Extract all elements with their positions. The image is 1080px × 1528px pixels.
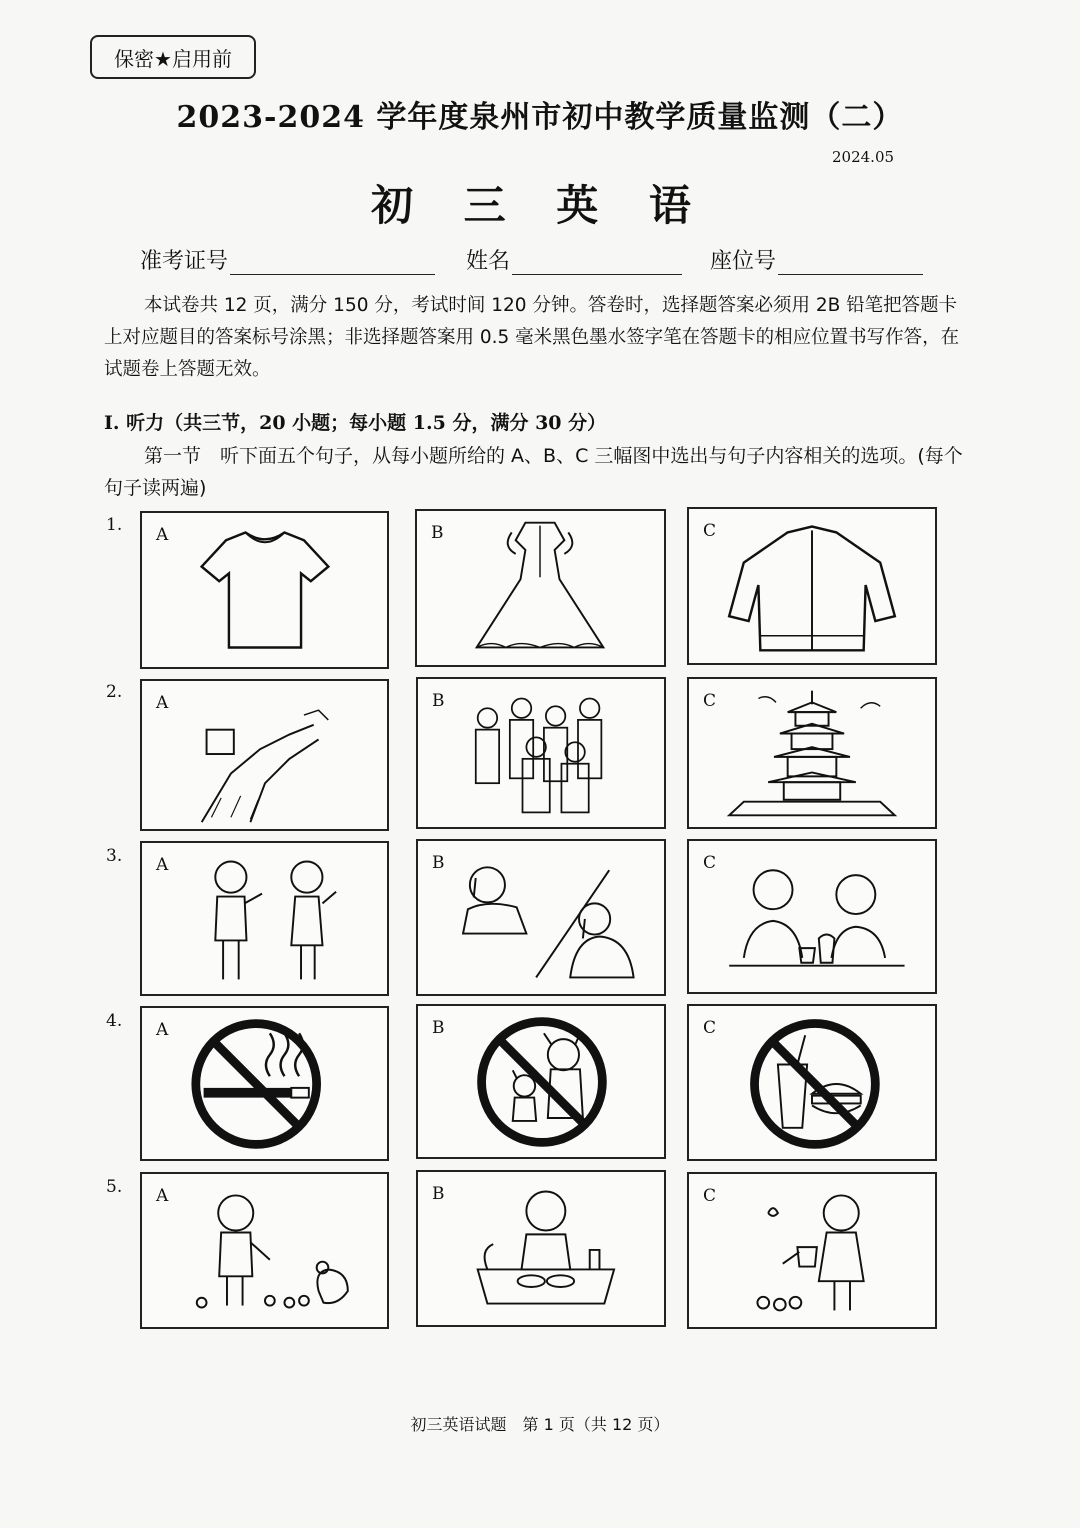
option-box[interactable]: [416, 677, 666, 829]
exam-id-label: 准考证号: [140, 249, 229, 274]
instructions: 本试卷共 12 页，满分 150 分，考试时间 120 分钟。答卷时，选择题答案必须用 2B 铅笔把答题卡上对应题目的答案标号涂黑；非选择题答案用 0.5 毫米黑色墨水签字笔在答题卡的相应位置书写作答，在试题卷上答题无效。: [104, 295, 960, 380]
option-letter: C: [703, 853, 717, 873]
section-part-description: 第一节 听下面五个句子，从每小题所给的 A、B、C 三幅图中选出与句子内容相关的选项。(每个句子读两遍): [104, 445, 963, 499]
option-letter: A: [156, 1186, 169, 1206]
option-letter: B: [432, 1018, 445, 1038]
option-box[interactable]: [140, 1172, 389, 1329]
no-pets-icon: [418, 1006, 664, 1157]
seat-label: 座位号: [710, 249, 777, 274]
page-footer: 初三英语试题 第 1 页（共 12 页）: [410, 1415, 670, 1434]
option-box[interactable]: [416, 839, 666, 996]
option-box[interactable]: [140, 841, 389, 996]
jacket-icon: [689, 509, 935, 663]
option-letter: B: [432, 853, 445, 873]
subject-title: 初 三 英 语: [371, 181, 709, 230]
option-box[interactable]: [687, 839, 937, 994]
option-letter: A: [156, 693, 169, 713]
pagoda-tower-icon: [689, 679, 935, 827]
option-letter: A: [156, 525, 169, 545]
section-heading: I. 听力（共三节，20 小题；每小题 1.5 分，满分 30 分）: [104, 412, 607, 434]
t-shirt-icon: [142, 513, 387, 667]
candidate-fields: [140, 244, 940, 280]
option-box[interactable]: [687, 1172, 937, 1329]
exam-date: 2024.05: [832, 148, 895, 166]
no-smoking-icon: [142, 1008, 387, 1159]
name-label: 姓名: [466, 249, 511, 274]
option-box[interactable]: [687, 507, 937, 665]
option-box[interactable]: [140, 511, 389, 669]
confidential-label: 保密★启用前: [90, 35, 256, 79]
feeding-chickens-icon: [142, 1174, 387, 1327]
option-letter: C: [703, 521, 717, 541]
option-box[interactable]: [416, 1004, 666, 1159]
terracotta-warriors-icon: [418, 679, 664, 827]
option-letter: B: [432, 691, 445, 711]
option-letter: C: [703, 1186, 717, 1206]
question-number: 2.: [106, 682, 123, 702]
name-blank[interactable]: [512, 250, 682, 275]
question-number: 3.: [106, 846, 123, 866]
tea-talk-icon: [689, 841, 935, 992]
seat-blank[interactable]: [778, 250, 923, 275]
name-field[interactable]: [466, 244, 682, 275]
option-letter: A: [156, 855, 169, 875]
option-box[interactable]: [140, 1006, 389, 1161]
watering-flowers-icon: [689, 1174, 935, 1327]
exam-id-field[interactable]: [140, 244, 435, 275]
option-box[interactable]: [687, 1004, 937, 1161]
question-number: 5.: [106, 1177, 123, 1197]
question-number: 1.: [106, 515, 123, 535]
phone-call-icon: [418, 841, 664, 994]
option-letter: C: [703, 1018, 717, 1038]
option-letter: A: [156, 1020, 169, 1040]
option-letter: C: [703, 691, 717, 711]
washing-dishes-icon: [418, 1172, 664, 1325]
option-box[interactable]: [687, 677, 937, 829]
children-greeting-icon: [142, 843, 387, 994]
option-box[interactable]: [415, 509, 666, 667]
great-wall-icon: [142, 681, 387, 829]
seat-field[interactable]: [710, 244, 923, 275]
option-letter: B: [432, 1184, 445, 1204]
option-letter: B: [431, 523, 444, 543]
question-number: 4.: [106, 1011, 123, 1031]
dress-icon: [417, 511, 664, 665]
option-box[interactable]: [416, 1170, 666, 1327]
exam-id-blank[interactable]: [230, 250, 435, 275]
option-box[interactable]: [140, 679, 389, 831]
no-food-drink-icon: [689, 1006, 935, 1159]
exam-title: 2023-2024 学年度泉州市初中教学质量监测（二）: [176, 100, 904, 135]
